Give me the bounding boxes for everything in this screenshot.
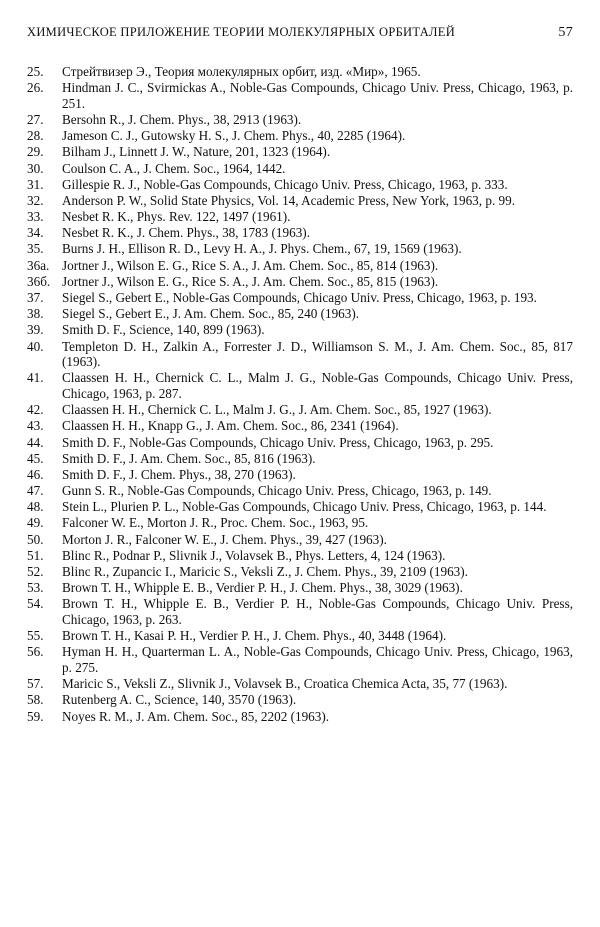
- reference-item: [27, 692, 573, 708]
- reference-number: 57.: [27, 676, 44, 692]
- reference-number: 41.: [27, 370, 44, 386]
- reference-item: [27, 241, 573, 257]
- reference-number: 47.: [27, 483, 44, 499]
- reference-item: [27, 596, 573, 627]
- reference-text: Blinc R., Zupancic I., Maricic S., Veksli Z., J. Chem. Phys., 39, 2109 (1963).: [62, 564, 468, 580]
- reference-text: Claassen H. H., Chernick C. L., Malm J. G., Noble-Gas Compounds, Chicago Univ. Press, Chicago, 1963, p. 287.: [62, 370, 573, 401]
- reference-number: 28.: [27, 128, 44, 144]
- reference-item: [27, 515, 573, 531]
- reference-number: 49.: [27, 515, 44, 531]
- reference-number: 54.: [27, 596, 44, 612]
- reference-text: Hindman J. C., Svirmickas A., Noble-Gas Compounds, Chicago Univ. Press, Chicago, 1963, p. 251.: [62, 80, 573, 111]
- reference-text: Stein L., Plurien P. L., Noble-Gas Compounds, Chicago Univ. Press, Chicago, 1963, p. 144.: [62, 499, 547, 515]
- reference-text: Blinc R., Podnar P., Slivnik J., Volavsek B., Phys. Letters, 4, 124 (1963).: [62, 547, 446, 563]
- reference-text: Brown T. H., Whipple E. B., Verdier P. H., Noble-Gas Compounds, Chicago Univ. Press, Chicago, 1963, p. 263.: [62, 596, 573, 627]
- reference-number: 48.: [27, 499, 44, 515]
- reference-text: Templeton D. H., Zalkin A., Forrester J. D., Williamson S. M., J. Am. Chem. Soc., 85, 817 (1963).: [62, 338, 573, 370]
- reference-text: Nesbet R. K., Phys. Rev. 122, 1497 (1961).: [62, 209, 291, 225]
- reference-number: 38.: [27, 306, 44, 322]
- reference-item: [27, 532, 573, 548]
- reference-item: [27, 451, 573, 467]
- reference-text: Claassen H. H., Knapp G., J. Am. Chem. Soc., 86, 2341 (1964).: [62, 418, 399, 434]
- reference-item: [27, 676, 573, 692]
- reference-text: Smith D. F., J. Am. Chem. Soc., 85, 816 (1963).: [62, 450, 316, 466]
- reference-number: 52.: [27, 564, 44, 580]
- reference-number: 36б.: [27, 273, 51, 289]
- reference-number: 36а.: [27, 257, 50, 273]
- reference-text: Brown T. H., Whipple E. B., Verdier P. H., J. Chem. Phys., 38, 3029 (1963).: [62, 580, 463, 596]
- reference-text: Siegel S., Gebert E., J. Am. Chem. Soc., 85, 240 (1963).: [62, 306, 360, 322]
- reference-text: Smith D. F., J. Chem. Phys., 38, 270 (1963).: [62, 466, 296, 482]
- reference-text: Jortner J., Wilson E. G., Rice S. A., J. Am. Chem. Soc., 85, 815 (1963).: [62, 273, 439, 289]
- reference-item: [27, 499, 573, 515]
- reference-item: [27, 80, 573, 111]
- reference-text: Burns J. H., Ellison R. D., Levy H. A., J. Phys. Chem., 67, 19, 1569 (1963).: [62, 241, 462, 257]
- reference-text: Gunn S. R., Noble-Gas Compounds, Chicago Univ. Press, Chicago, 1963, p. 149.: [62, 483, 492, 499]
- reference-item: [27, 644, 573, 675]
- reference-item: [27, 177, 573, 193]
- reference-item: [27, 144, 573, 160]
- reference-text: Smith D. F., Science, 140, 899 (1963).: [62, 322, 265, 338]
- reference-number: 37.: [27, 290, 44, 306]
- reference-number: 26.: [27, 80, 44, 96]
- reference-number: 34.: [27, 225, 44, 241]
- reference-item: [27, 209, 573, 225]
- reference-number: 45.: [27, 450, 44, 466]
- reference-item: [27, 274, 573, 290]
- reference-number: 51.: [27, 547, 44, 563]
- reference-item: [27, 322, 573, 338]
- reference-text: Siegel S., Gebert E., Noble-Gas Compounds, Chicago Univ. Press, Chicago, 1963, p. 193.: [62, 290, 537, 306]
- reference-item: [27, 64, 573, 80]
- reference-number: 29.: [27, 144, 44, 160]
- running-header: [27, 25, 573, 43]
- reference-item: [27, 193, 573, 209]
- reference-number: 33.: [27, 209, 44, 225]
- reference-item: [27, 709, 573, 725]
- reference-item: [27, 112, 573, 128]
- reference-text: Стрейтвизер Э., Теория молекулярных орбит, изд. «Мир», 1965.: [62, 64, 421, 79]
- reference-item: [27, 418, 573, 434]
- reference-list: [27, 64, 573, 725]
- reference-text: Jameson C. J., Gutowsky H. S., J. Chem. Phys., 40, 2285 (1964).: [62, 128, 406, 144]
- reference-number: 25.: [27, 64, 44, 79]
- reference-number: 58.: [27, 692, 44, 708]
- reference-number: 50.: [27, 531, 44, 547]
- reference-text: Bilham J., Linnett J. W., Nature, 201, 1323 (1964).: [62, 144, 331, 160]
- page-number: 57: [558, 25, 573, 40]
- reference-text: Bersohn R., J. Chem. Phys., 38, 2913 (1963).: [62, 111, 302, 127]
- reference-item: [27, 580, 573, 596]
- reference-item: [27, 339, 573, 370]
- reference-text: Brown T. H., Kasai P. H., Verdier P. H., J. Chem. Phys., 40, 3448 (1964).: [62, 628, 447, 644]
- reference-item: [27, 628, 573, 644]
- reference-number: 30.: [27, 160, 44, 176]
- reference-item: [27, 161, 573, 177]
- reference-number: 44.: [27, 434, 44, 450]
- reference-text: Coulson C. A., J. Chem. Soc., 1964, 1442.: [62, 160, 286, 176]
- reference-number: 35.: [27, 241, 44, 257]
- reference-item: [27, 435, 573, 451]
- reference-number: 40.: [27, 338, 44, 354]
- reference-number: 43.: [27, 418, 44, 434]
- reference-number: 53.: [27, 580, 44, 596]
- reference-item: [27, 128, 573, 144]
- reference-item: [27, 548, 573, 564]
- reference-text: Hyman H. H., Quarterman L. A., Noble-Gas Compounds, Chicago Univ. Press, Chicago, 1963, p. 275.: [62, 644, 573, 675]
- reference-number: 42.: [27, 402, 44, 418]
- reference-text: Maricic S., Veksli Z., Slivnik J., Volavsek B., Croatica Chemica Acta, 35, 77 (1963).: [62, 676, 508, 692]
- reference-text: Gillespie R. J., Noble-Gas Compounds, Chicago Univ. Press, Chicago, 1963, p. 333.: [62, 176, 508, 192]
- reference-number: 46.: [27, 466, 44, 482]
- reference-number: 32.: [27, 192, 44, 208]
- reference-text: Nesbet R. K., J. Chem. Phys., 38, 1783 (1963).: [62, 225, 310, 241]
- reference-text: Smith D. F., Noble-Gas Compounds, Chicago Univ. Press, Chicago, 1963, p. 295.: [62, 434, 494, 450]
- reference-item: [27, 370, 573, 401]
- reference-item: [27, 290, 573, 306]
- reference-number: 27.: [27, 111, 44, 127]
- reference-number: 39.: [27, 322, 44, 338]
- reference-item: [27, 564, 573, 580]
- reference-text: Falconer W. E., Morton J. R., Proc. Chem. Soc., 1963, 95.: [62, 515, 369, 531]
- reference-number: 59.: [27, 708, 44, 724]
- reference-number: 56.: [27, 644, 44, 660]
- reference-number: 55.: [27, 628, 44, 644]
- reference-text: Anderson P. W., Solid State Physics, Vol. 14, Academic Press, New York, 1963, p. 99.: [62, 192, 516, 208]
- reference-text: Noyes R. M., J. Am. Chem. Soc., 85, 2202 (1963).: [62, 708, 330, 724]
- reference-item: [27, 402, 573, 418]
- reference-text: Claassen H. H., Chernick C. L., Malm J. G., J. Am. Chem. Soc., 85, 1927 (1963).: [62, 402, 492, 418]
- reference-item: [27, 225, 573, 241]
- reference-item: [27, 467, 573, 483]
- running-title: ХИМИЧЕСКОЕ ПРИЛОЖЕНИЕ ТЕОРИИ МОЛЕКУЛЯРНЫХ ОРБИТАЛЕЙ: [27, 25, 456, 39]
- reference-item: [27, 306, 573, 322]
- reference-text: Jortner J., Wilson E. G., Rice S. A., J. Am. Chem. Soc., 85, 814 (1963).: [62, 257, 439, 273]
- reference-item: [27, 258, 573, 274]
- reference-number: 31.: [27, 176, 44, 192]
- reference-text: Morton J. R., Falconer W. E., J. Chem. Phys., 39, 427 (1963).: [62, 531, 387, 547]
- reference-item: [27, 483, 573, 499]
- reference-text: Rutenberg A. C., Science, 140, 3570 (1963).: [62, 692, 297, 708]
